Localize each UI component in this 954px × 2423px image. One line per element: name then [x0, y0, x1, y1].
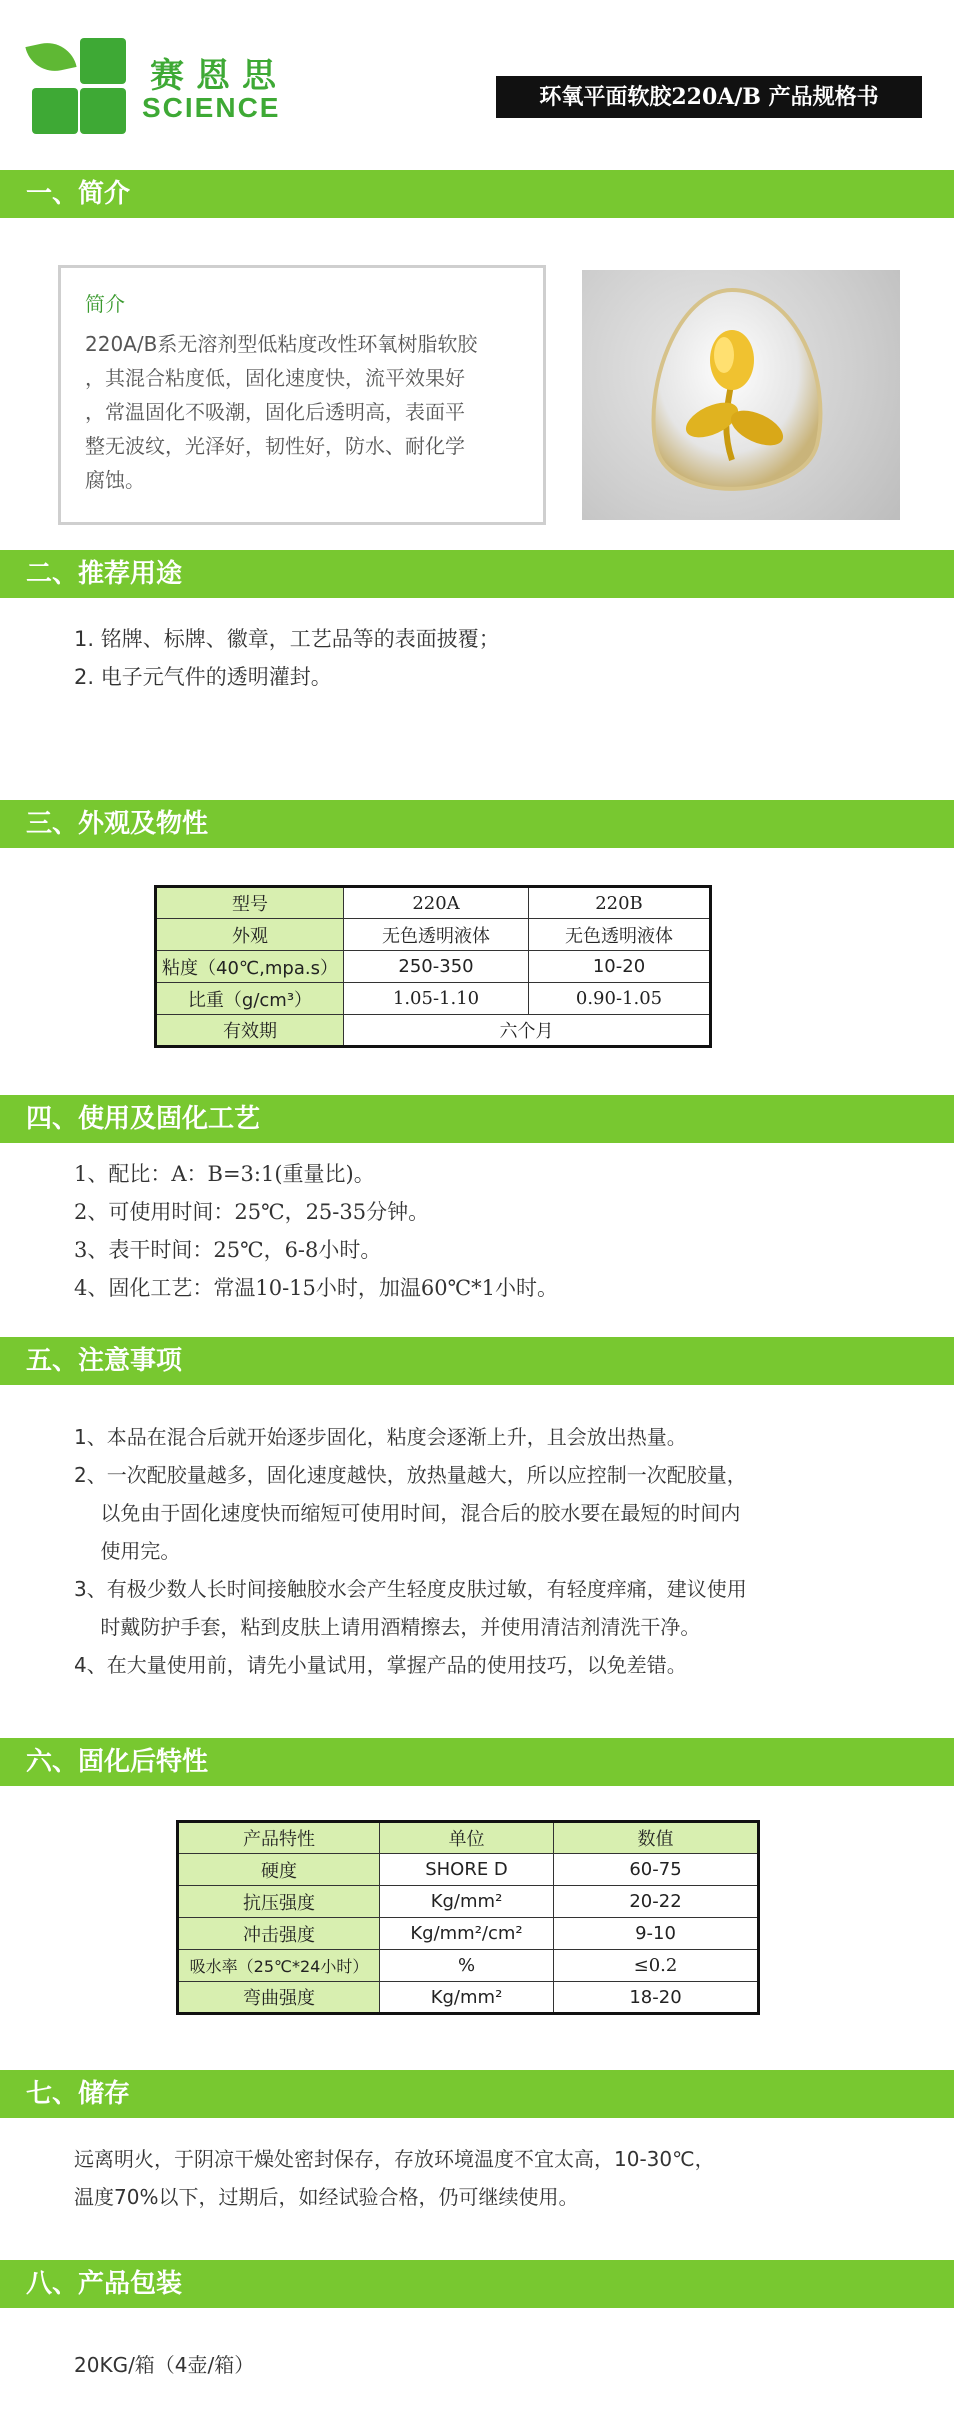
intro-subtitle: 简介 — [85, 292, 125, 316]
table-cell: 1.05-1.10 — [344, 983, 529, 1015]
table-row — [156, 887, 711, 919]
list-item: 使用完。 — [74, 1539, 181, 1563]
intro-line: ，常温固化不吸潮，固化后透明高，表面平 — [85, 400, 465, 424]
section-header-uses: 二、推荐用途 — [0, 550, 954, 598]
list-item: 3、有极少数人长时间接触胶水会产生轻度皮肤过敏，有轻度痒痛，建议使用 — [74, 1577, 747, 1601]
table-cell: 冲击强度 — [178, 1918, 380, 1950]
packaging-text — [74, 2346, 254, 2384]
brand-name-en: SCIENCE — [142, 92, 281, 123]
table-row — [156, 983, 711, 1015]
table-cell: 220A — [344, 887, 529, 919]
table-cell: 无色透明液体 — [344, 919, 529, 951]
table-cell: Kg/mm² — [380, 1982, 554, 2014]
table-cell: 硬度 — [178, 1854, 380, 1886]
intro-text — [85, 327, 519, 497]
table-cell: 比重（g/cm³） — [156, 983, 344, 1015]
table-header-row — [178, 1822, 759, 1854]
section-header-notes: 五、注意事项 — [0, 1337, 954, 1385]
section-header-storage: 七、储存 — [0, 2070, 954, 2118]
header — [0, 0, 954, 160]
table-cell: 粘度（40℃,mpa.s） — [156, 951, 344, 983]
table-cell: 有效期 — [156, 1015, 344, 1047]
section-header-packaging: 八、产品包装 — [0, 2260, 954, 2308]
list-item: 1. 铭牌、标牌、徽章，工艺品等的表面披覆； — [74, 627, 500, 651]
list-item: 2、一次配胶量越多，固化速度越快，放热量越大，所以应控制一次配胶量， — [74, 1463, 747, 1487]
table-cell: 0.90-1.05 — [529, 983, 711, 1015]
table-cell: 20-22 — [554, 1886, 759, 1918]
table-cell: 10-20 — [529, 951, 711, 983]
intro-line: 整无波纹，光泽好，韧性好，防水、耐化学 — [85, 434, 465, 458]
brand-name-cn: 赛恩思 — [150, 56, 288, 96]
table-cell: 型号 — [156, 887, 344, 919]
section-header-process: 四、使用及固化工艺 — [0, 1095, 954, 1143]
table-cell: 抗压强度 — [178, 1886, 380, 1918]
list-item: 1、本品在混合后就开始逐步固化，粘度会逐渐上升，且会放出热量。 — [74, 1425, 687, 1449]
table-cell: 60-75 — [554, 1854, 759, 1886]
storage-line: 温度70%以下，过期后，如经试验合格，仍可继续使用。 — [74, 2185, 579, 2209]
table-row — [178, 1982, 759, 2014]
section-header-properties: 三、外观及物性 — [0, 800, 954, 848]
properties-table — [154, 885, 712, 1048]
cured-properties-table — [176, 1820, 760, 2015]
list-item: 以免由于固化速度快而缩短可使用时间，混合后的胶水要在最短的时间内 — [74, 1501, 741, 1525]
table-cell: 250-350 — [344, 951, 529, 983]
intro-line: 腐蚀。 — [85, 468, 145, 492]
table-cell: Kg/mm² — [380, 1886, 554, 1918]
table-header-cell: 单位 — [380, 1822, 554, 1854]
table-cell: 9-10 — [554, 1918, 759, 1950]
table-row — [178, 1886, 759, 1918]
intro-line: 220A/B系无溶剂型低粘度改性环氧树脂软胶 — [85, 332, 478, 356]
table-cell: ≤0.2 — [554, 1950, 759, 1982]
table-row — [156, 919, 711, 951]
table-row — [178, 1854, 759, 1886]
table-cell: 18-20 — [554, 1982, 759, 2014]
notes-list — [74, 1418, 747, 1684]
list-item: 4、固化工艺：常温10-15小时，加温60℃*1小时。 — [74, 1276, 558, 1300]
intro-box — [58, 265, 546, 525]
table-cell: 220B — [529, 887, 711, 919]
table-row — [156, 1015, 711, 1047]
list-item: 时戴防护手套，粘到皮肤上请用酒精擦去，并使用清洁剂清洗干净。 — [74, 1615, 701, 1639]
list-item: 2. 电子元气件的透明灌封。 — [74, 665, 332, 689]
product-photo — [582, 270, 900, 520]
table-cell: 外观 — [156, 919, 344, 951]
table-cell: 六个月 — [344, 1015, 711, 1047]
resin-badge-illustration — [582, 270, 900, 520]
table-cell: 吸水率（25℃*24小时） — [178, 1950, 380, 1982]
uses-list — [74, 620, 500, 696]
packaging-line: 20KG/箱（4壶/箱） — [74, 2353, 255, 2377]
table-row — [178, 1950, 759, 1982]
table-row — [156, 951, 711, 983]
list-item: 4、在大量使用前，请先小量试用，掌握产品的使用技巧，以免差错。 — [74, 1653, 687, 1677]
document-title: 环氧平面软胶220A/B 产品规格书 — [496, 76, 922, 118]
table-cell: Kg/mm²/cm² — [380, 1918, 554, 1950]
section-header-intro: 一、简介 — [0, 170, 954, 218]
section-header-cured: 六、固化后特性 — [0, 1738, 954, 1786]
table-row — [178, 1918, 759, 1950]
storage-line: 远离明火，于阴凉干燥处密封保存，存放环境温度不宜太高，10-30℃， — [74, 2147, 715, 2171]
table-header-cell: 产品特性 — [178, 1822, 380, 1854]
table-cell: % — [380, 1950, 554, 1982]
process-list — [74, 1155, 558, 1307]
table-cell: SHORE D — [380, 1854, 554, 1886]
intro-line: ，其混合粘度低，固化速度快，流平效果好 — [85, 366, 465, 390]
list-item: 1、配比：A：B=3:1(重量比)。 — [74, 1162, 375, 1186]
table-cell: 弯曲强度 — [178, 1982, 380, 2014]
table-header-cell: 数值 — [554, 1822, 759, 1854]
logo-icon — [28, 34, 138, 134]
table-cell: 无色透明液体 — [529, 919, 711, 951]
storage-text — [74, 2140, 715, 2216]
list-item: 3、表干时间：25℃，6-8小时。 — [74, 1238, 382, 1262]
list-item: 2、可使用时间：25℃，25-35分钟。 — [74, 1200, 430, 1224]
